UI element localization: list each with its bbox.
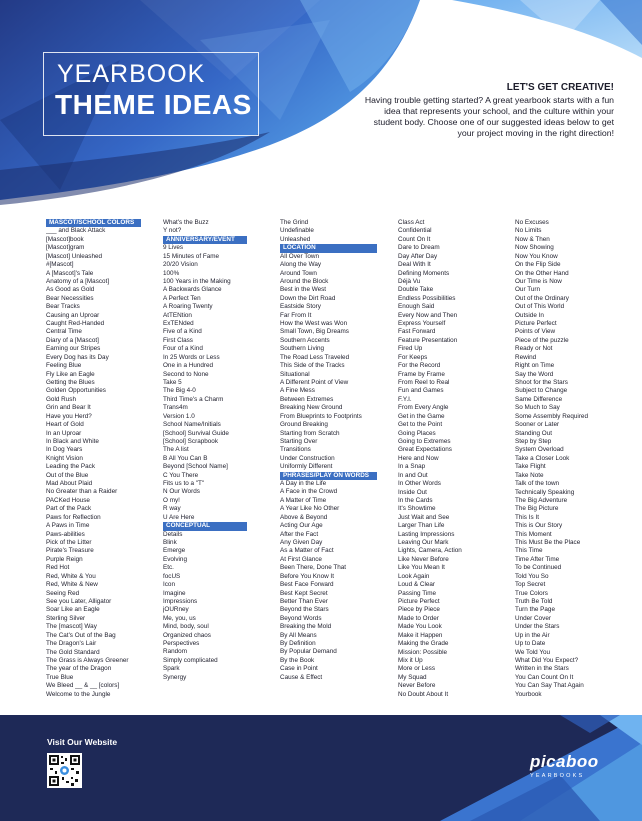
theme-idea: This Moment — [515, 530, 552, 538]
theme-idea: Get in the Game — [398, 412, 445, 420]
theme-idea: Starting Over — [280, 437, 318, 445]
theme-idea: Spark — [163, 665, 180, 673]
theme-idea: Red, White & You — [46, 572, 96, 580]
theme-idea: Truth Be Told — [515, 597, 553, 605]
theme-idea: School Name/Initials — [163, 421, 221, 429]
theme-idea: Talk of the town — [515, 480, 560, 488]
theme-idea: A Paws in Time — [46, 522, 90, 530]
theme-idea: Yourbook — [515, 690, 542, 698]
theme-idea: Step by Step — [515, 437, 552, 445]
theme-idea: Case in Point — [280, 665, 318, 673]
theme-idea: Heart of Gold — [46, 421, 84, 429]
theme-idea: Great Expectations — [398, 446, 452, 454]
theme-idea: Earning our Stripes — [46, 345, 101, 353]
theme-idea: Endless Possibilities — [398, 294, 456, 302]
theme-idea: [School] Scrapbook — [163, 437, 219, 445]
theme-idea: By All Means — [280, 631, 317, 639]
theme-idea: True Blue — [46, 673, 74, 681]
theme-idea: Mad About Plaid — [46, 480, 93, 488]
theme-idea: In an Uproar — [46, 429, 82, 437]
theme-idea: Under the Stars — [515, 623, 560, 631]
theme-idea: Evolving — [163, 555, 187, 563]
theme-idea: Deal With It — [398, 261, 431, 269]
theme-idea: Y not? — [163, 227, 182, 235]
theme-idea: Anatomy of a [Mascot] — [46, 277, 110, 285]
theme-idea: Enough Said — [398, 303, 435, 311]
theme-idea: Gold Rush — [46, 395, 76, 403]
category-heading: ANNIVERSARY/EVENT — [163, 236, 247, 244]
theme-idea: Imagine — [163, 589, 186, 597]
theme-idea: Getting the Blues — [46, 379, 95, 386]
theme-idea: You Can Count On It — [515, 673, 574, 681]
theme-idea: Pirate's Treasure — [46, 547, 94, 555]
theme-idea: Fits us to a "T" — [163, 480, 205, 488]
theme-idea: A Face in the Crowd — [280, 488, 338, 496]
theme-idea: No Excuses — [515, 219, 549, 226]
theme-idea: Fun and Games — [398, 387, 444, 395]
theme-idea: What's the Buzz — [163, 219, 209, 226]
theme-idea: A Backwards Glance — [163, 286, 222, 294]
theme-idea: Best Face Forward — [280, 581, 334, 589]
theme-idea: This Is It — [515, 513, 539, 521]
theme-idea: Between Extremes — [280, 395, 334, 403]
theme-idea: It's Showtime — [398, 505, 436, 513]
theme-idea: This is Our Story — [515, 522, 563, 530]
theme-idea: No Doubt About It — [398, 690, 449, 698]
theme-idea: Far From It — [280, 311, 312, 319]
theme-idea: In and Out — [398, 471, 428, 479]
theme-idea: Transitions — [280, 446, 311, 454]
theme-idea: Third Time's a Charm — [163, 395, 224, 403]
theme-idea: Around Town — [280, 269, 317, 277]
theme-idea: You Can Say That Again — [515, 682, 584, 690]
logo-name: picaboo — [530, 752, 599, 771]
theme-idea: Just Wait and See — [398, 513, 450, 521]
theme-idea: Unleashed — [280, 235, 311, 243]
ideas-column-5 — [515, 219, 615, 699]
theme-idea: In 25 Words or Less — [163, 353, 220, 361]
theme-idea: Here and Now — [398, 454, 439, 462]
theme-idea: Some Assembly Required — [515, 412, 588, 420]
theme-idea: Diary of a [Mascot] — [46, 336, 99, 344]
theme-idea: Defining Moments — [398, 269, 450, 277]
theme-idea: [Mascot]book — [46, 235, 84, 243]
theme-idea: 20/20 Vision — [163, 261, 198, 269]
theme-idea: Better Than Ever — [280, 597, 328, 605]
theme-idea: My Squad — [398, 673, 427, 681]
theme-idea: Blink — [163, 539, 177, 546]
theme-idea: At First Glance — [280, 555, 322, 563]
theme-idea: The Dragon's Lair — [46, 640, 97, 648]
theme-idea: This Side of the Tracks — [280, 362, 345, 370]
theme-idea: Undefinable — [280, 227, 314, 235]
qr-code-icon[interactable] — [47, 753, 82, 788]
theme-idea: A Day in the Life — [280, 480, 327, 488]
theme-idea: Going Places — [398, 429, 436, 437]
theme-idea: Class Act — [398, 219, 425, 226]
theme-idea: Breaking New Ground — [280, 404, 343, 412]
theme-idea: Picture Perfect — [398, 597, 440, 605]
theme-idea: focUS — [163, 572, 181, 580]
theme-idea: Fast Forward — [398, 328, 436, 336]
theme-idea: Soar Like an Eagle — [46, 606, 100, 614]
theme-idea: The Big Picture — [515, 505, 559, 513]
theme-idea: To be Continued — [515, 564, 562, 572]
theme-idea: Time After Time — [515, 555, 560, 563]
theme-idea: The Gold Standard — [46, 648, 100, 656]
theme-idea: Golden Opportunities — [46, 387, 106, 395]
theme-idea: Take 5 — [163, 379, 182, 386]
theme-idea: Etc. — [163, 564, 174, 572]
theme-idea: #[Mascot] — [46, 261, 74, 269]
theme-idea: Confidential — [398, 227, 432, 235]
theme-idea: 15 Minutes of Fame — [163, 252, 220, 260]
category-heading: LOCATION — [280, 244, 377, 252]
theme-idea: This Time — [515, 547, 543, 555]
theme-idea: [Mascot] Unleashed — [46, 252, 103, 260]
theme-idea: Feature Presentation — [398, 336, 458, 344]
theme-idea: A Matter of Time — [280, 496, 327, 504]
theme-idea: Take Flight — [515, 463, 546, 471]
theme-idea: F.Y.I. — [398, 395, 412, 403]
theme-idea: Never Before — [398, 682, 436, 690]
theme-idea: Details — [163, 530, 183, 538]
theme-idea: Déjà Vu — [398, 277, 421, 285]
theme-idea: No Limits — [515, 227, 542, 235]
theme-idea: Out of the Blue — [46, 471, 89, 479]
theme-idea: Made to Order — [398, 614, 439, 622]
ideas-column-1 — [46, 219, 141, 699]
theme-idea: The Big 4-0 — [163, 387, 196, 395]
theme-idea: Feeling Blue — [46, 362, 82, 370]
theme-idea: Larger Than Life — [398, 522, 445, 530]
theme-idea: Perspectives — [163, 640, 200, 648]
theme-idea: Red Hot — [46, 564, 70, 572]
theme-idea: Under Construction — [280, 454, 335, 462]
theme-idea: Every Now and Then — [398, 311, 458, 319]
theme-idea: Sterling Silver — [46, 614, 86, 622]
theme-idea: Ground Breaking — [280, 421, 328, 429]
theme-idea: Grin and Bear It — [46, 404, 91, 412]
theme-idea: Been There, Done That — [280, 564, 347, 572]
theme-idea: Now & Then — [515, 235, 550, 243]
theme-idea: Same Difference — [515, 395, 563, 403]
theme-idea: A [Mascot]'s Tale — [46, 269, 94, 277]
theme-idea: Piece of the puzzle — [515, 336, 569, 344]
theme-idea: ___ and Black Attack — [46, 227, 106, 235]
theme-idea: A Fine Mess — [280, 387, 315, 395]
theme-idea: Around the Block — [280, 277, 329, 285]
theme-idea: Take Note — [515, 471, 544, 479]
theme-idea: System Overload — [515, 446, 564, 454]
theme-idea: PACKed House — [46, 496, 90, 504]
theme-idea: Fired Up — [398, 345, 423, 353]
theme-idea: Trans4m — [163, 404, 188, 412]
theme-idea: Uniformly Different — [280, 463, 333, 471]
theme-idea: [School] Survival Guide — [163, 429, 229, 437]
theme-idea: Synergy — [163, 673, 187, 681]
theme-idea: Take a Closer Look — [515, 454, 570, 462]
theme-idea: As a Matter of Fact — [280, 547, 334, 555]
theme-idea: One in a Hundred — [163, 362, 214, 370]
theme-idea: Random — [163, 648, 187, 656]
visit-website-label: Visit Our Website — [47, 737, 118, 747]
theme-idea: Situational — [280, 370, 310, 378]
theme-idea: Loud & Clear — [398, 581, 436, 589]
theme-idea: For Keeps — [398, 353, 428, 361]
theme-idea: Top Secret — [515, 581, 546, 589]
theme-idea: C You There — [163, 471, 199, 479]
theme-idea: In a Snap — [398, 463, 426, 471]
theme-idea: On the Other Hand — [515, 269, 569, 277]
theme-idea: Small Town, Big Dreams — [280, 328, 349, 336]
theme-idea: Lasting Impressions — [398, 530, 455, 538]
theme-idea: A Roaring Twenty — [163, 303, 213, 311]
theme-idea: Passing Time — [398, 589, 437, 597]
theme-idea: Ready or Not — [515, 345, 553, 353]
theme-idea: Lights, Camera, Action — [398, 547, 462, 555]
theme-idea: Count On It — [398, 235, 431, 243]
theme-idea: Frame by Frame — [398, 370, 445, 378]
theme-idea: Paws for Reflection — [46, 513, 101, 521]
theme-idea: Icon — [163, 581, 175, 589]
theme-idea: In Black and White — [46, 437, 99, 445]
theme-idea: Five of a Kind — [163, 328, 202, 336]
theme-idea: For the Record — [398, 362, 441, 370]
theme-idea: Every Dog has its Day — [46, 353, 109, 361]
theme-idea: The Road Less Traveled — [280, 353, 350, 361]
theme-idea: Up in the Air — [515, 631, 550, 639]
picaboo-logo — [530, 752, 610, 779]
theme-idea: Sooner or Later — [515, 421, 560, 429]
theme-idea: Rewind — [515, 353, 537, 361]
theme-idea: Me, you, us — [163, 614, 196, 622]
theme-idea: Say the Word — [515, 370, 554, 378]
theme-idea: Going to Extremes — [398, 437, 451, 445]
theme-idea: In the Cards — [398, 496, 433, 504]
theme-idea: Our Time is Now — [515, 277, 562, 285]
theme-idea: Told You So — [515, 572, 549, 580]
intro-heading: LET'S GET CREATIVE! — [506, 82, 614, 93]
theme-idea: Four of a Kind — [163, 345, 203, 353]
theme-idea: [Mascot]gram — [46, 244, 85, 252]
theme-idea: Second to None — [163, 370, 209, 378]
theme-idea: What Did You Expect? — [515, 656, 579, 664]
theme-idea: After the Fact — [280, 530, 319, 538]
theme-idea: Down the Dirt Road — [280, 294, 336, 302]
theme-idea: Before You Know It — [280, 572, 334, 580]
theme-idea: The Grass is Always Greener — [46, 656, 129, 664]
theme-idea: Purple Reign — [46, 555, 83, 563]
theme-idea: Points of View — [515, 328, 556, 336]
theme-idea: First Class — [163, 336, 193, 344]
theme-idea: 100% — [163, 269, 180, 277]
theme-idea: U Are Here — [163, 513, 195, 521]
theme-idea: Beyond Words — [280, 614, 322, 622]
theme-idea: Knight Vision — [46, 454, 83, 462]
theme-idea: Dare to Dream — [398, 244, 440, 252]
theme-idea: Subject to Change — [515, 387, 568, 395]
theme-idea: We Bleed __ & __ [colors] — [46, 682, 120, 690]
theme-idea: Red, White & New — [46, 581, 98, 589]
theme-idea: More or Less — [398, 665, 436, 673]
theme-idea: In Other Words — [398, 480, 441, 488]
theme-idea: From Reel to Real — [398, 379, 450, 387]
theme-idea: Southern Living — [280, 345, 325, 353]
theme-idea: 100 Years in the Making — [163, 277, 231, 285]
theme-idea: See you Later, Alligator — [46, 597, 112, 605]
theme-idea: Now You Know — [515, 252, 558, 260]
theme-idea: Part of the Pack — [46, 505, 92, 513]
theme-idea: Organized chaos — [163, 631, 211, 639]
theme-idea: Look Again — [398, 572, 430, 580]
theme-idea: True Colors — [515, 589, 548, 597]
theme-idea: Caught Red-Handed — [46, 320, 105, 328]
theme-idea: Like You Mean It — [398, 564, 445, 572]
theme-idea: Bear Tracks — [46, 303, 80, 311]
theme-idea: Any Given Day — [280, 539, 323, 546]
theme-idea: The year of the Dragon — [46, 665, 112, 673]
theme-idea: From Blueprints to Footprints — [280, 412, 362, 420]
theme-idea: Make it Happen — [398, 631, 443, 639]
theme-idea: We Told You — [515, 648, 551, 656]
theme-idea: Breaking the Mold — [280, 623, 332, 631]
theme-idea: R way — [163, 505, 181, 513]
theme-idea: Eastside Story — [280, 303, 321, 311]
theme-idea: Above & Beyond — [280, 513, 328, 521]
theme-idea: Paws-abilities — [46, 530, 85, 538]
theme-idea: By Definition — [280, 640, 316, 648]
theme-idea: Up to Date — [515, 640, 546, 648]
theme-idea: Now Showing — [515, 244, 554, 252]
theme-idea: Mind, body, soul — [163, 623, 209, 631]
theme-idea: Day After Day — [398, 252, 438, 260]
ideas-column-2 — [163, 219, 247, 682]
theme-idea: The A list — [163, 446, 189, 454]
theme-idea: Out of This World — [515, 303, 565, 311]
theme-idea: On the Flip Side — [515, 261, 561, 269]
theme-idea: Like Never Before — [398, 555, 449, 563]
theme-idea: Causing an Uproar — [46, 311, 100, 319]
theme-idea: B All You Can B — [163, 454, 208, 462]
theme-idea: A Different Point of View — [280, 379, 349, 386]
theme-idea: Outside In — [515, 311, 544, 319]
theme-idea: Made You Look — [398, 623, 442, 631]
theme-idea: Emerge — [163, 547, 186, 555]
theme-idea: Bear Necessities — [46, 294, 94, 302]
theme-idea: The Grind — [280, 219, 309, 226]
theme-idea: AtTENtion — [163, 311, 192, 319]
theme-idea: A Perfect Ten — [163, 294, 201, 302]
theme-idea: Mission: Possible — [398, 648, 448, 656]
page-title-line2: THEME IDEAS — [55, 89, 252, 120]
theme-idea: Leaving Our Mark — [398, 539, 449, 547]
theme-idea: Making the Grade — [398, 640, 449, 648]
theme-idea: From Every Angle — [398, 404, 449, 412]
theme-idea: Cause & Effect — [280, 673, 323, 681]
theme-idea: Get to the Point — [398, 421, 443, 429]
theme-idea: How the West was Won — [280, 320, 348, 328]
theme-idea: Under Cover — [515, 614, 551, 622]
category-heading: MASCOT/SCHOOL COLORS — [46, 219, 141, 227]
theme-idea: Inside Out — [398, 488, 427, 496]
theme-idea: Best in the West — [280, 286, 327, 294]
theme-idea: Best Kept Secret — [280, 589, 328, 597]
theme-idea: Shoot for the Stars — [515, 379, 568, 387]
theme-idea: By the Book — [280, 656, 315, 664]
theme-idea: Our Turn — [515, 286, 541, 294]
theme-idea: Express Yourself — [398, 320, 446, 328]
theme-idea: Double Take — [398, 286, 434, 294]
theme-idea: Fly Like an Eagle — [46, 370, 95, 378]
theme-idea: The Cat's Out of the Bag — [46, 631, 116, 639]
theme-idea: In Dog Years — [46, 446, 83, 454]
theme-idea: O my! — [163, 496, 180, 504]
theme-idea: Impressions — [163, 597, 198, 605]
theme-idea: Central Time — [46, 328, 82, 336]
theme-idea: As Good as Gold — [46, 286, 95, 294]
category-heading: PHRASES/PLAY ON WORDS — [280, 472, 377, 480]
theme-idea: So Much to Say — [515, 404, 560, 412]
category-heading: CONCEPTUAL — [163, 522, 247, 530]
theme-idea: Piece by Piece — [398, 606, 440, 614]
theme-idea: Along the Way — [280, 261, 322, 269]
theme-idea: No Greater than a Raider — [46, 488, 118, 496]
ideas-column-3 — [280, 219, 377, 682]
theme-idea: Welcome to the Jungle — [46, 690, 111, 698]
theme-idea: Southern Accents — [280, 336, 330, 344]
theme-idea: Standing Out — [515, 429, 553, 437]
theme-idea: N Our Words — [163, 488, 200, 496]
theme-idea: Turn the Page — [515, 606, 555, 614]
theme-idea: Acting Our Age — [280, 522, 323, 530]
theme-idea: All Over Town — [280, 252, 320, 260]
intro-body: Having trouble getting started? A great yearbook starts with a fun idea that represents your school, and the culture within your student body. Choose one of our suggested ideas below to get your project moving in the right direction! — [364, 95, 614, 138]
theme-idea: Seeing Red — [46, 589, 80, 597]
ideas-column-4 — [398, 219, 498, 699]
theme-idea: The Big Adventure — [515, 496, 568, 504]
theme-idea: By Popular Demand — [280, 648, 337, 656]
theme-idea: Version 1.0 — [163, 412, 195, 420]
theme-idea: Technically Speaking — [515, 488, 575, 496]
theme-idea: This Must Be the Place — [515, 539, 581, 547]
theme-idea: Simply complicated — [163, 656, 218, 664]
theme-idea: Starting from Scratch — [280, 429, 340, 437]
theme-idea: jOURney — [163, 606, 189, 614]
theme-idea: 9 Lives — [163, 244, 184, 252]
theme-idea: Beyond the Stars — [280, 606, 329, 614]
theme-idea: Pick of the Litter — [46, 539, 92, 547]
theme-idea: The [mascot] Way — [46, 623, 97, 631]
footer — [0, 715, 642, 821]
theme-idea: Written in the Stars — [515, 665, 569, 673]
theme-idea: Right on Time — [515, 362, 555, 370]
theme-idea: Mix it Up — [398, 656, 423, 664]
theme-idea: Out of the Ordinary — [515, 294, 569, 302]
theme-idea: Beyond [School Name] — [163, 463, 228, 471]
theme-idea: A Year Like No Other — [280, 505, 340, 513]
theme-idea: Leading the Pack — [46, 463, 96, 471]
theme-idea: Picture Perfect — [515, 320, 557, 328]
theme-idea: ExTENded — [163, 320, 194, 328]
intro-block — [364, 82, 614, 139]
theme-idea: Have you Herd? — [46, 412, 92, 420]
logo-subtitle: YEARBOOKS — [530, 773, 585, 779]
page-title-line1: YEARBOOK — [57, 60, 206, 88]
